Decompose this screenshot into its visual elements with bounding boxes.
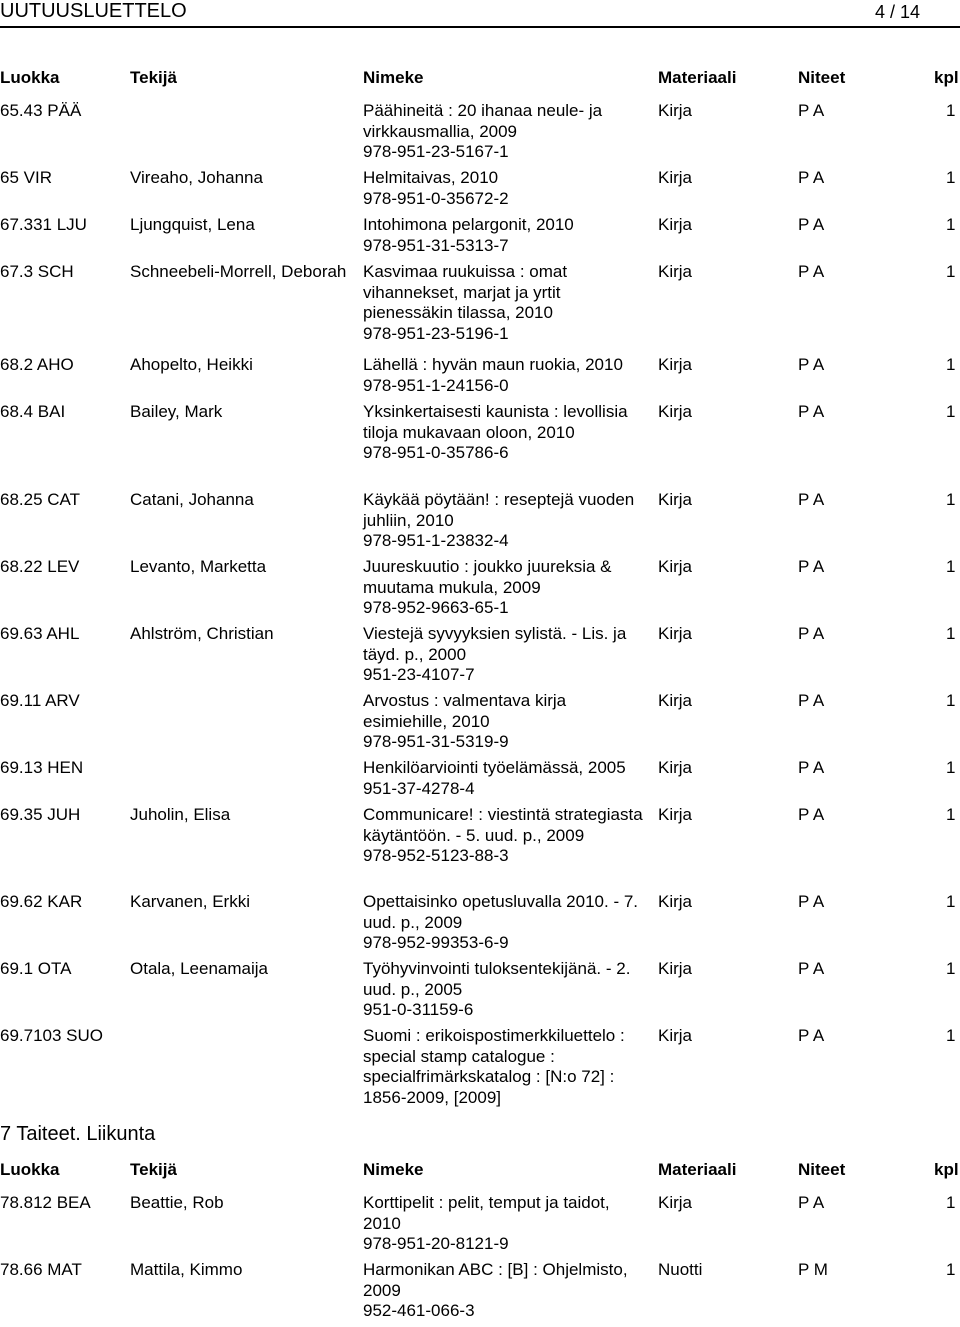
copies-location: P M (798, 1260, 828, 1279)
material-type: Kirja (658, 1026, 693, 1045)
catalog-row (0, 355, 960, 402)
copies-location: P A (798, 624, 825, 643)
material-type: Kirja (658, 959, 693, 978)
title-cell (363, 490, 648, 552)
author: Karvanen, Erkki (130, 892, 250, 911)
catalog-row (0, 215, 960, 262)
page-number: 4 / 14 (874, 2, 920, 22)
book-title: Suomi : erikoispostimerkkiluettelo : special stamp catalogue : specialfrimärkskatalog : [N:o 72] : 1856-2009, [2009] (363, 1026, 625, 1108)
material-type: Kirja (658, 490, 693, 509)
book-title: Harmonikan ABC : [B] : Ohjelmisto, 2009 (363, 1260, 628, 1300)
class-code: 69.11 ARV (0, 691, 80, 710)
author: Ahlström, Christian (130, 624, 274, 643)
book-title: Juureskuutio : joukko juureksia & muutama mukula, 2009 (363, 557, 612, 597)
material-type: Kirja (658, 805, 693, 824)
isbn: 978-951-1-24156-0 (363, 375, 509, 395)
copies-location: P A (798, 168, 825, 187)
title-cell (363, 355, 648, 396)
catalog-row (0, 262, 960, 355)
copies-location: P A (798, 557, 825, 576)
copy-count: 1 (946, 892, 956, 911)
isbn: 978-952-9663-65-1 (363, 598, 509, 618)
class-code: 67.331 LJU (0, 215, 87, 234)
book-title: Henkilöarviointi työelämässä, 2005 (363, 758, 626, 777)
copy-count: 1 (946, 262, 956, 281)
title-cell (363, 1026, 648, 1109)
column-header-kpl: kpl (934, 68, 959, 87)
column-header-niteet: Niteet (798, 68, 846, 87)
isbn: 978-951-23-5196-1 (363, 324, 509, 344)
material-type: Kirja (658, 355, 693, 374)
author: Ahopelto, Heikki (130, 355, 253, 374)
column-header-row (0, 67, 960, 89)
title-cell (363, 624, 648, 686)
class-code: 68.4 BAI (0, 402, 66, 421)
copies-location: P A (798, 805, 825, 824)
copies-location: P A (798, 490, 825, 509)
author: Bailey, Mark (130, 402, 223, 421)
book-title: Viestejä syvyyksien sylistä. - Lis. ja täyd. p., 2000 (363, 624, 627, 664)
isbn: 978-951-0-35672-2 (363, 188, 509, 208)
title-cell (363, 805, 648, 867)
material-type: Kirja (658, 691, 693, 710)
class-code: 68.25 CAT (0, 490, 81, 509)
class-code: 65 VIR (0, 168, 52, 187)
book-title: Communicare! : viestintä strategiasta käytäntöön. - 5. uud. p., 2009 (363, 805, 643, 845)
material-type: Kirja (658, 557, 693, 576)
catalog-row (0, 1260, 960, 1327)
section-heading: 7 Taiteet. Liikunta (0, 1123, 156, 1145)
catalog-row (0, 101, 960, 168)
copy-count: 1 (946, 1193, 956, 1212)
copy-count: 1 (946, 215, 956, 234)
title-cell (363, 402, 648, 464)
title-cell (363, 758, 648, 799)
copies-location: P A (798, 1026, 825, 1045)
class-code: 69.1 OTA (0, 959, 72, 978)
isbn: 978-951-0-35786-6 (363, 443, 509, 463)
copy-count: 1 (946, 101, 956, 120)
copies-location: P A (798, 215, 825, 234)
isbn: 978-952-99353-6-9 (363, 933, 509, 953)
column-header-luokka: Luokka (0, 1160, 60, 1179)
material-type: Kirja (658, 101, 693, 120)
author: Schneebeli-Morrell, Deborah (130, 262, 347, 281)
book-title: Lähellä : hyvän maun ruokia, 2010 (363, 355, 623, 374)
copies-location: P A (798, 691, 825, 710)
catalog-row (0, 805, 960, 892)
author: Levanto, Marketta (130, 557, 267, 576)
column-header-materiaali: Materiaali (658, 1160, 737, 1179)
class-code: 69.7103 SUO (0, 1026, 104, 1045)
author: Catani, Johanna (130, 490, 254, 509)
copy-count: 1 (946, 1026, 956, 1045)
author: Ljungquist, Lena (130, 215, 255, 234)
catalog-section-2 (0, 1193, 960, 1327)
isbn: 952-461-066-3 (363, 1301, 475, 1321)
column-header-nimeke: Nimeke (363, 68, 424, 87)
copy-count: 1 (946, 691, 956, 710)
column-header-materiaali: Materiaali (658, 68, 737, 87)
class-code: 69.13 HEN (0, 758, 84, 777)
column-header-niteet: Niteet (798, 1160, 846, 1179)
class-code: 69.63 AHL (0, 624, 80, 643)
book-title: Opettaisinko opetusluvalla 2010. - 7. uud. p., 2009 (363, 892, 639, 932)
isbn: 951-23-4107-7 (363, 665, 475, 685)
class-code: 68.2 AHO (0, 355, 74, 374)
copies-location: P A (798, 262, 825, 281)
author: Vireaho, Johanna (130, 168, 263, 187)
copy-count: 1 (946, 402, 956, 421)
title-cell (363, 1260, 648, 1322)
catalog-row (0, 959, 960, 1026)
document-title: UUTUUSLUETTELO (0, 0, 187, 22)
catalog-section-1 (0, 101, 960, 1121)
title-cell (363, 215, 648, 256)
book-title: Yksinkertaisesti kaunista : levollisia tiloja mukavaan oloon, 2010 (363, 402, 628, 442)
book-title: Intohimona pelargonit, 2010 (363, 215, 574, 234)
copy-count: 1 (946, 557, 956, 576)
book-title: Käykää pöytään! : reseptejä vuoden juhliin, 2010 (363, 490, 635, 530)
catalog-row (0, 892, 960, 959)
catalog-row (0, 624, 960, 691)
catalog-row (0, 557, 960, 624)
isbn: 978-951-31-5313-7 (363, 235, 509, 255)
material-type: Kirja (658, 624, 693, 643)
column-header-tekija: Tekijä (130, 1160, 177, 1179)
isbn: 978-951-20-8121-9 (363, 1234, 509, 1254)
author: Juholin, Elisa (130, 805, 231, 824)
title-cell (363, 101, 648, 163)
material-type: Kirja (658, 262, 693, 281)
copies-location: P A (798, 758, 825, 777)
copies-location: P A (798, 959, 825, 978)
copy-count: 1 (946, 624, 956, 643)
copy-count: 1 (946, 805, 956, 824)
catalog-row (0, 168, 960, 215)
copy-count: 1 (946, 959, 956, 978)
book-title: Päähineitä : 20 ihanaa neule- ja virkkausmallia, 2009 (363, 101, 603, 141)
author: Otala, Leenamaija (130, 959, 268, 978)
book-title: Työhyvinvointi tuloksentekijänä. - 2. uud. p., 2005 (363, 959, 631, 999)
header-divider (0, 26, 960, 28)
title-cell (363, 691, 648, 753)
copy-count: 1 (946, 490, 956, 509)
catalog-row (0, 1193, 960, 1260)
isbn: 978-951-23-5167-1 (363, 142, 509, 162)
title-cell (363, 168, 648, 209)
catalog-row (0, 691, 960, 758)
book-title: Arvostus : valmentava kirja esimiehille, 2010 (363, 691, 567, 731)
column-header-row-2 (0, 1159, 960, 1181)
class-code: 69.35 JUH (0, 805, 81, 824)
copies-location: P A (798, 355, 825, 374)
class-code: 78.66 MAT (0, 1260, 82, 1279)
book-title: Kasvimaa ruukuissa : omat vihannekset, marjat ja yrtit pienessäkin tilassa, 2010 (363, 262, 568, 323)
copies-location: P A (798, 892, 825, 911)
copies-location: P A (798, 101, 825, 120)
material-type: Kirja (658, 758, 693, 777)
material-type: Kirja (658, 1193, 693, 1212)
book-title: Korttipelit : pelit, temput ja taidot, 2010 (363, 1193, 610, 1233)
copy-count: 1 (946, 758, 956, 777)
column-header-kpl: kpl (934, 1160, 959, 1179)
class-code: 65.43 PÄÄ (0, 101, 82, 120)
material-type: Kirja (658, 402, 693, 421)
class-code: 67.3 SCH (0, 262, 74, 281)
column-header-tekija: Tekijä (130, 68, 177, 87)
material-type: Nuotti (658, 1260, 703, 1279)
catalog-row (0, 402, 960, 490)
copy-count: 1 (946, 168, 956, 187)
isbn: 978-951-1-23832-4 (363, 531, 509, 551)
isbn: 951-0-31159-6 (363, 1000, 474, 1020)
catalog-row (0, 1026, 960, 1121)
isbn: 978-952-5123-88-3 (363, 846, 509, 866)
copies-location: P A (798, 402, 825, 421)
title-cell (363, 892, 648, 954)
page-header (0, 0, 960, 24)
title-cell (363, 262, 648, 345)
copy-count: 1 (946, 1260, 956, 1279)
column-header-luokka: Luokka (0, 68, 60, 87)
class-code: 69.62 KAR (0, 892, 83, 911)
material-type: Kirja (658, 168, 693, 187)
catalog-row (0, 490, 960, 557)
class-code: 68.22 LEV (0, 557, 80, 576)
title-cell (363, 1193, 648, 1255)
isbn: 951-37-4278-4 (363, 778, 475, 798)
author: Beattie, Rob (130, 1193, 224, 1212)
column-header-nimeke: Nimeke (363, 1160, 424, 1179)
author: Mattila, Kimmo (130, 1260, 243, 1279)
title-cell (363, 959, 648, 1021)
copy-count: 1 (946, 355, 956, 374)
book-title: Helmitaivas, 2010 (363, 168, 499, 187)
material-type: Kirja (658, 215, 693, 234)
isbn: 978-951-31-5319-9 (363, 732, 509, 752)
copies-location: P A (798, 1193, 825, 1212)
title-cell (363, 557, 648, 619)
class-code: 78.812 BEA (0, 1193, 91, 1212)
material-type: Kirja (658, 892, 693, 911)
catalog-row (0, 758, 960, 805)
